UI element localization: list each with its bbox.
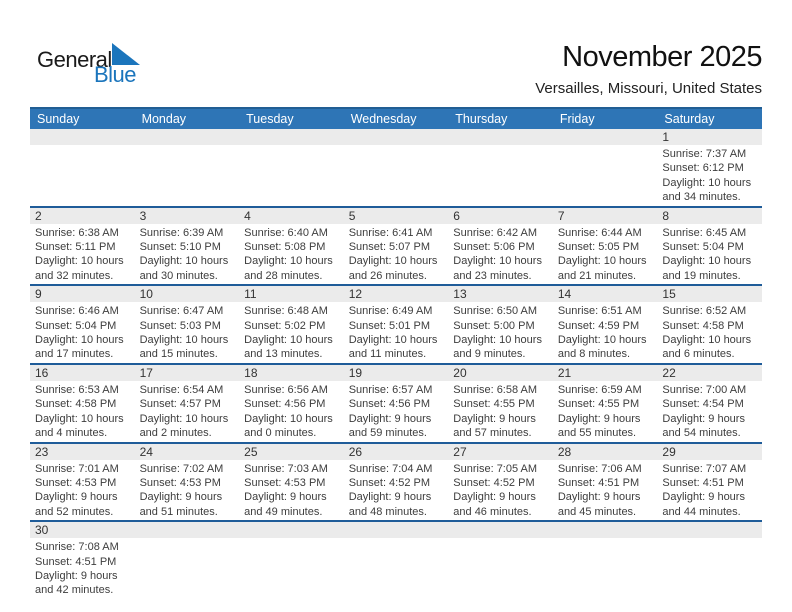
empty-day-number-cell [553,129,658,145]
sunset-text: Sunset: 4:58 PM [662,319,744,332]
daylight-hours-text: Daylight: 10 hours [557,334,647,347]
day-cell [344,302,449,363]
daylight-minutes-text: and 13 minutes. [244,348,323,361]
date-number-band [30,444,762,460]
sunrise-text: Sunrise: 6:49 AM [348,305,433,318]
day-cell [30,302,135,363]
daylight-hours-text: Daylight: 10 hours [35,334,124,347]
weekday-header-tuesday: Tuesday [246,112,294,126]
weekday-header-sunday: Sunday [37,112,80,126]
day-number: 30 [35,523,49,538]
day-number: 25 [244,444,258,459]
sunrise-text: Sunrise: 6:54 AM [139,383,224,396]
daylight-minutes-text: and 4 minutes. [35,427,108,440]
sunrise-text: Sunrise: 6:47 AM [139,305,224,318]
sunrise-text: Sunrise: 6:44 AM [557,226,642,239]
sunset-text: Sunset: 4:55 PM [557,398,640,411]
sunrise-text: Sunrise: 6:42 AM [453,226,538,239]
weekday-header-wednesday: Wednesday [350,112,417,126]
day-number: 9 [35,287,42,302]
sunset-text: Sunset: 4:56 PM [244,398,326,411]
empty-day-number-cell [30,129,135,145]
title-block [137,42,762,97]
weekday-header-thursday: Thursday [455,112,508,126]
day-number: 12 [348,287,363,302]
day-number-cell [239,365,344,381]
day-number: 16 [35,365,49,380]
sunset-text: Sunset: 5:07 PM [348,241,431,254]
daylight-minutes-text: and 48 minutes. [348,505,427,518]
day-number-cell [448,444,553,460]
day-number: 23 [35,444,49,459]
empty-day-number-cell [239,129,344,145]
sunrise-text: Sunrise: 7:37 AM [662,148,747,160]
day-cell [239,302,344,363]
day-details-row [30,538,762,599]
day-number-cell [30,286,135,302]
day-number: 1 [662,130,670,144]
day-cell [344,381,449,442]
day-number-cell [135,444,240,460]
sunset-text: Sunset: 5:11 PM [35,241,116,254]
empty-day-number-cell [344,522,449,538]
daylight-minutes-text: and 34 minutes. [662,191,741,204]
day-cell [448,460,553,521]
day-cell [135,460,240,521]
day-number: 4 [244,208,251,223]
daylight-hours-text: Daylight: 10 hours [139,334,229,347]
sunrise-text: Sunrise: 6:50 AM [453,305,538,318]
daylight-minutes-text: and 55 minutes. [557,427,637,440]
daylight-hours-text: Daylight: 9 hours [348,412,432,425]
sunset-text: Sunset: 5:04 PM [35,319,117,332]
week-row [30,442,762,521]
day-cell [448,381,553,442]
empty-day-number-cell [135,522,240,538]
day-cell [30,224,135,285]
day-number: 20 [453,365,467,380]
day-number-cell [30,522,135,538]
daylight-hours-text: Daylight: 10 hours [244,412,333,425]
week-row [30,284,762,363]
daylight-minutes-text: and 19 minutes. [662,269,741,282]
daylight-minutes-text: and 8 minutes. [557,348,630,361]
daylight-hours-text: Daylight: 10 hours [662,255,752,268]
day-number: 26 [348,444,363,459]
sunset-text: Sunset: 4:53 PM [35,476,117,489]
day-number-cell [657,444,762,460]
day-cell [448,302,553,363]
day-cell [239,224,344,285]
daylight-minutes-text: and 21 minutes. [557,269,637,282]
empty-day-cell [239,538,344,599]
day-cell [657,302,762,363]
sunrise-text: Sunrise: 7:02 AM [139,462,224,475]
day-number-cell [239,444,344,460]
day-cell [553,460,658,521]
empty-day-cell [30,145,135,206]
day-cell [657,145,762,206]
sunset-text: Sunset: 4:51 PM [662,476,744,489]
daylight-minutes-text: and 51 minutes. [139,505,218,518]
day-cell [135,224,240,285]
daylight-minutes-text: and 23 minutes. [453,269,532,282]
daylight-minutes-text: and 32 minutes. [35,269,114,282]
day-number-cell [657,129,762,145]
sunset-text: Sunset: 4:56 PM [348,398,431,411]
day-cell [657,460,762,521]
empty-day-cell [553,538,658,599]
empty-day-cell [448,538,553,599]
logo-text-general: General [37,47,112,72]
sunset-text: Sunset: 4:58 PM [35,398,117,411]
day-number: 24 [139,444,153,459]
sunset-text: Sunset: 4:51 PM [35,555,117,568]
sunset-text: Sunset: 6:12 PM [662,162,744,175]
date-number-band [30,208,762,224]
weekday-header-monday: Monday [141,112,187,126]
week-row [30,520,762,599]
daylight-minutes-text: and 30 minutes. [139,269,218,282]
day-cell [30,538,135,599]
day-number-cell [239,286,344,302]
daylight-hours-text: Daylight: 9 hours [453,491,536,504]
sunrise-text: Sunrise: 6:53 AM [35,383,119,396]
daylight-hours-text: Daylight: 10 hours [662,176,752,189]
day-cell [30,381,135,442]
daylight-hours-text: Daylight: 10 hours [244,334,333,347]
sunset-text: Sunset: 4:52 PM [348,476,431,489]
daylight-hours-text: Daylight: 9 hours [139,491,223,504]
empty-day-cell [344,145,449,206]
daylight-hours-text: Daylight: 9 hours [662,491,745,504]
sunrise-text: Sunrise: 6:38 AM [35,226,119,239]
day-number: 17 [139,365,153,380]
day-cell [135,381,240,442]
day-number-cell [553,286,658,302]
sunset-text: Sunset: 5:10 PM [139,241,221,254]
day-number-cell [239,208,344,224]
daylight-hours-text: Daylight: 10 hours [453,334,542,347]
empty-day-cell [239,145,344,206]
weekday-header-row [30,107,762,129]
day-cell [239,381,344,442]
sunset-text: Sunset: 5:02 PM [244,319,326,332]
daylight-minutes-text: and 44 minutes. [662,505,741,518]
day-number-cell [657,208,762,224]
sunrise-text: Sunrise: 6:51 AM [557,305,642,318]
daylight-hours-text: Daylight: 10 hours [35,255,124,268]
sunrise-text: Sunrise: 6:40 AM [244,226,328,239]
day-number: 10 [139,287,153,302]
daylight-minutes-text: and 2 minutes. [139,427,212,440]
empty-day-cell [553,145,658,206]
day-number-cell [344,286,449,302]
day-number: 29 [662,444,676,459]
empty-day-cell [135,145,240,206]
sunset-text: Sunset: 5:01 PM [348,319,431,332]
empty-day-number-cell [239,522,344,538]
day-number: 14 [557,287,572,302]
daylight-hours-text: Daylight: 9 hours [35,569,118,582]
day-number-cell [30,365,135,381]
sunrise-text: Sunrise: 6:57 AM [348,383,433,396]
sunrise-text: Sunrise: 7:03 AM [244,462,328,475]
location-subtitle: Versailles, Missouri, United States [535,80,762,98]
daylight-hours-text: Daylight: 9 hours [348,491,432,504]
daylight-minutes-text: and 46 minutes. [453,505,532,518]
sunset-text: Sunset: 5:08 PM [244,241,326,254]
empty-day-cell [448,145,553,206]
daylight-hours-text: Daylight: 10 hours [35,412,124,425]
sunrise-text: Sunrise: 7:01 AM [35,462,119,475]
daylight-hours-text: Daylight: 10 hours [139,255,229,268]
day-number: 2 [35,208,42,223]
day-number-cell [553,444,658,460]
daylight-minutes-text: and 49 minutes. [244,505,323,518]
sunrise-text: Sunrise: 7:00 AM [662,383,747,396]
day-number-cell [30,208,135,224]
empty-day-cell [344,538,449,599]
daylight-minutes-text: and 42 minutes. [35,584,114,597]
sunrise-text: Sunrise: 7:04 AM [348,462,433,475]
day-number: 27 [453,444,467,459]
day-number: 18 [244,365,258,380]
day-number-cell [553,208,658,224]
sunset-text: Sunset: 4:53 PM [244,476,326,489]
sunrise-text: Sunrise: 7:05 AM [453,462,538,475]
day-number-cell [448,208,553,224]
date-number-band [30,365,762,381]
daylight-hours-text: Daylight: 9 hours [453,412,536,425]
daylight-minutes-text: and 15 minutes. [139,348,218,361]
daylight-hours-text: Daylight: 10 hours [348,255,438,268]
daylight-hours-text: Daylight: 9 hours [662,412,745,425]
daylight-hours-text: Daylight: 10 hours [139,412,229,425]
day-number: 13 [453,287,467,302]
date-number-band [30,286,762,302]
daylight-minutes-text: and 17 minutes. [35,348,114,361]
day-details-row [30,145,762,206]
sunset-text: Sunset: 4:51 PM [557,476,640,489]
day-number: 6 [453,208,460,223]
empty-day-cell [657,538,762,599]
daylight-minutes-text: and 52 minutes. [35,505,114,518]
day-number: 5 [348,208,356,223]
day-number-cell [344,444,449,460]
sunset-text: Sunset: 5:04 PM [662,241,744,254]
sunrise-text: Sunrise: 6:45 AM [662,226,747,239]
daylight-hours-text: Daylight: 10 hours [348,334,438,347]
day-cell [553,381,658,442]
empty-day-number-cell [657,522,762,538]
day-cell [135,302,240,363]
day-number-cell [553,365,658,381]
day-number-cell [344,365,449,381]
day-number: 15 [662,287,676,302]
day-number: 21 [557,365,572,380]
daylight-minutes-text: and 57 minutes. [453,427,532,440]
sunrise-text: Sunrise: 6:59 AM [557,383,642,396]
day-cell [657,224,762,285]
daylight-minutes-text: and 9 minutes. [453,348,526,361]
weekday-header-friday: Friday [559,112,595,126]
daylight-minutes-text: and 54 minutes. [662,427,741,440]
page-header [37,42,762,97]
day-cell [344,460,449,521]
daylight-hours-text: Daylight: 10 hours [662,334,752,347]
day-number-cell [30,444,135,460]
sunrise-text: Sunrise: 6:52 AM [662,305,747,318]
sunrise-text: Sunrise: 6:46 AM [35,305,119,318]
daylight-minutes-text: and 59 minutes. [348,427,427,440]
sunset-text: Sunset: 4:52 PM [453,476,535,489]
day-cell [448,224,553,285]
day-cell [553,302,658,363]
daylight-hours-text: Daylight: 10 hours [557,255,647,268]
daylight-hours-text: Daylight: 9 hours [35,491,118,504]
sunset-text: Sunset: 4:57 PM [139,398,221,411]
weekday-header-saturday: Saturday [664,112,715,126]
empty-day-number-cell [448,522,553,538]
sunrise-text: Sunrise: 6:56 AM [244,383,328,396]
date-number-band [30,129,762,145]
empty-day-number-cell [553,522,658,538]
sunrise-text: Sunrise: 6:48 AM [244,305,328,318]
day-cell [30,460,135,521]
daylight-hours-text: Daylight: 9 hours [557,412,641,425]
day-number-cell [135,365,240,381]
day-number: 19 [348,365,363,380]
daylight-minutes-text: and 11 minutes. [348,348,427,361]
daylight-hours-text: Daylight: 9 hours [557,491,641,504]
sunset-text: Sunset: 5:06 PM [453,241,535,254]
day-details-row [30,302,762,363]
daylight-hours-text: Daylight: 10 hours [244,255,333,268]
sunrise-text: Sunrise: 7:07 AM [662,462,747,475]
day-number-cell [657,365,762,381]
logo-text-blue: Blue [93,62,136,87]
daylight-minutes-text: and 45 minutes. [557,505,637,518]
sunrise-text: Sunrise: 6:39 AM [139,226,224,239]
day-cell [553,224,658,285]
sunrise-text: Sunrise: 7:08 AM [35,541,119,554]
calendar-weeks [30,129,762,599]
day-number-cell [657,286,762,302]
sunset-text: Sunset: 5:03 PM [139,319,221,332]
sunset-text: Sunset: 4:54 PM [662,398,744,411]
day-details-row [30,381,762,442]
day-cell [657,381,762,442]
week-row [30,206,762,285]
week-row [30,129,762,206]
sunset-text: Sunset: 4:59 PM [557,319,640,332]
day-cell [344,224,449,285]
day-number-cell [448,365,553,381]
daylight-minutes-text: and 28 minutes. [244,269,323,282]
day-number-cell [344,208,449,224]
empty-day-number-cell [135,129,240,145]
sunset-text: Sunset: 5:00 PM [453,319,535,332]
daylight-hours-text: Daylight: 9 hours [244,491,327,504]
day-details-row [30,460,762,521]
day-number: 7 [557,208,565,223]
day-number-cell [448,286,553,302]
sunrise-text: Sunrise: 7:06 AM [557,462,642,475]
day-number-cell [135,286,240,302]
sunrise-text: Sunrise: 6:58 AM [453,383,538,396]
day-cell [239,460,344,521]
daylight-minutes-text: and 0 minutes. [244,427,317,440]
empty-day-number-cell [448,129,553,145]
day-number-cell [135,208,240,224]
sunset-text: Sunset: 5:05 PM [557,241,640,254]
general-blue-logo [37,42,137,86]
day-number: 28 [557,444,572,459]
day-details-row [30,224,762,285]
day-number: 22 [662,365,676,380]
daylight-minutes-text: and 26 minutes. [348,269,427,282]
daylight-minutes-text: and 6 minutes. [662,348,735,361]
sunset-text: Sunset: 4:55 PM [453,398,535,411]
day-number: 8 [662,208,670,223]
calendar-grid [30,107,762,599]
date-number-band [30,522,762,538]
page-title: November 2025 [562,41,762,73]
day-number: 3 [139,208,147,223]
day-number: 11 [244,287,257,302]
empty-day-cell [135,538,240,599]
empty-day-number-cell [344,129,449,145]
sunset-text: Sunset: 4:53 PM [139,476,221,489]
daylight-hours-text: Daylight: 10 hours [453,255,542,268]
week-row [30,363,762,442]
sunrise-text: Sunrise: 6:41 AM [348,226,433,239]
